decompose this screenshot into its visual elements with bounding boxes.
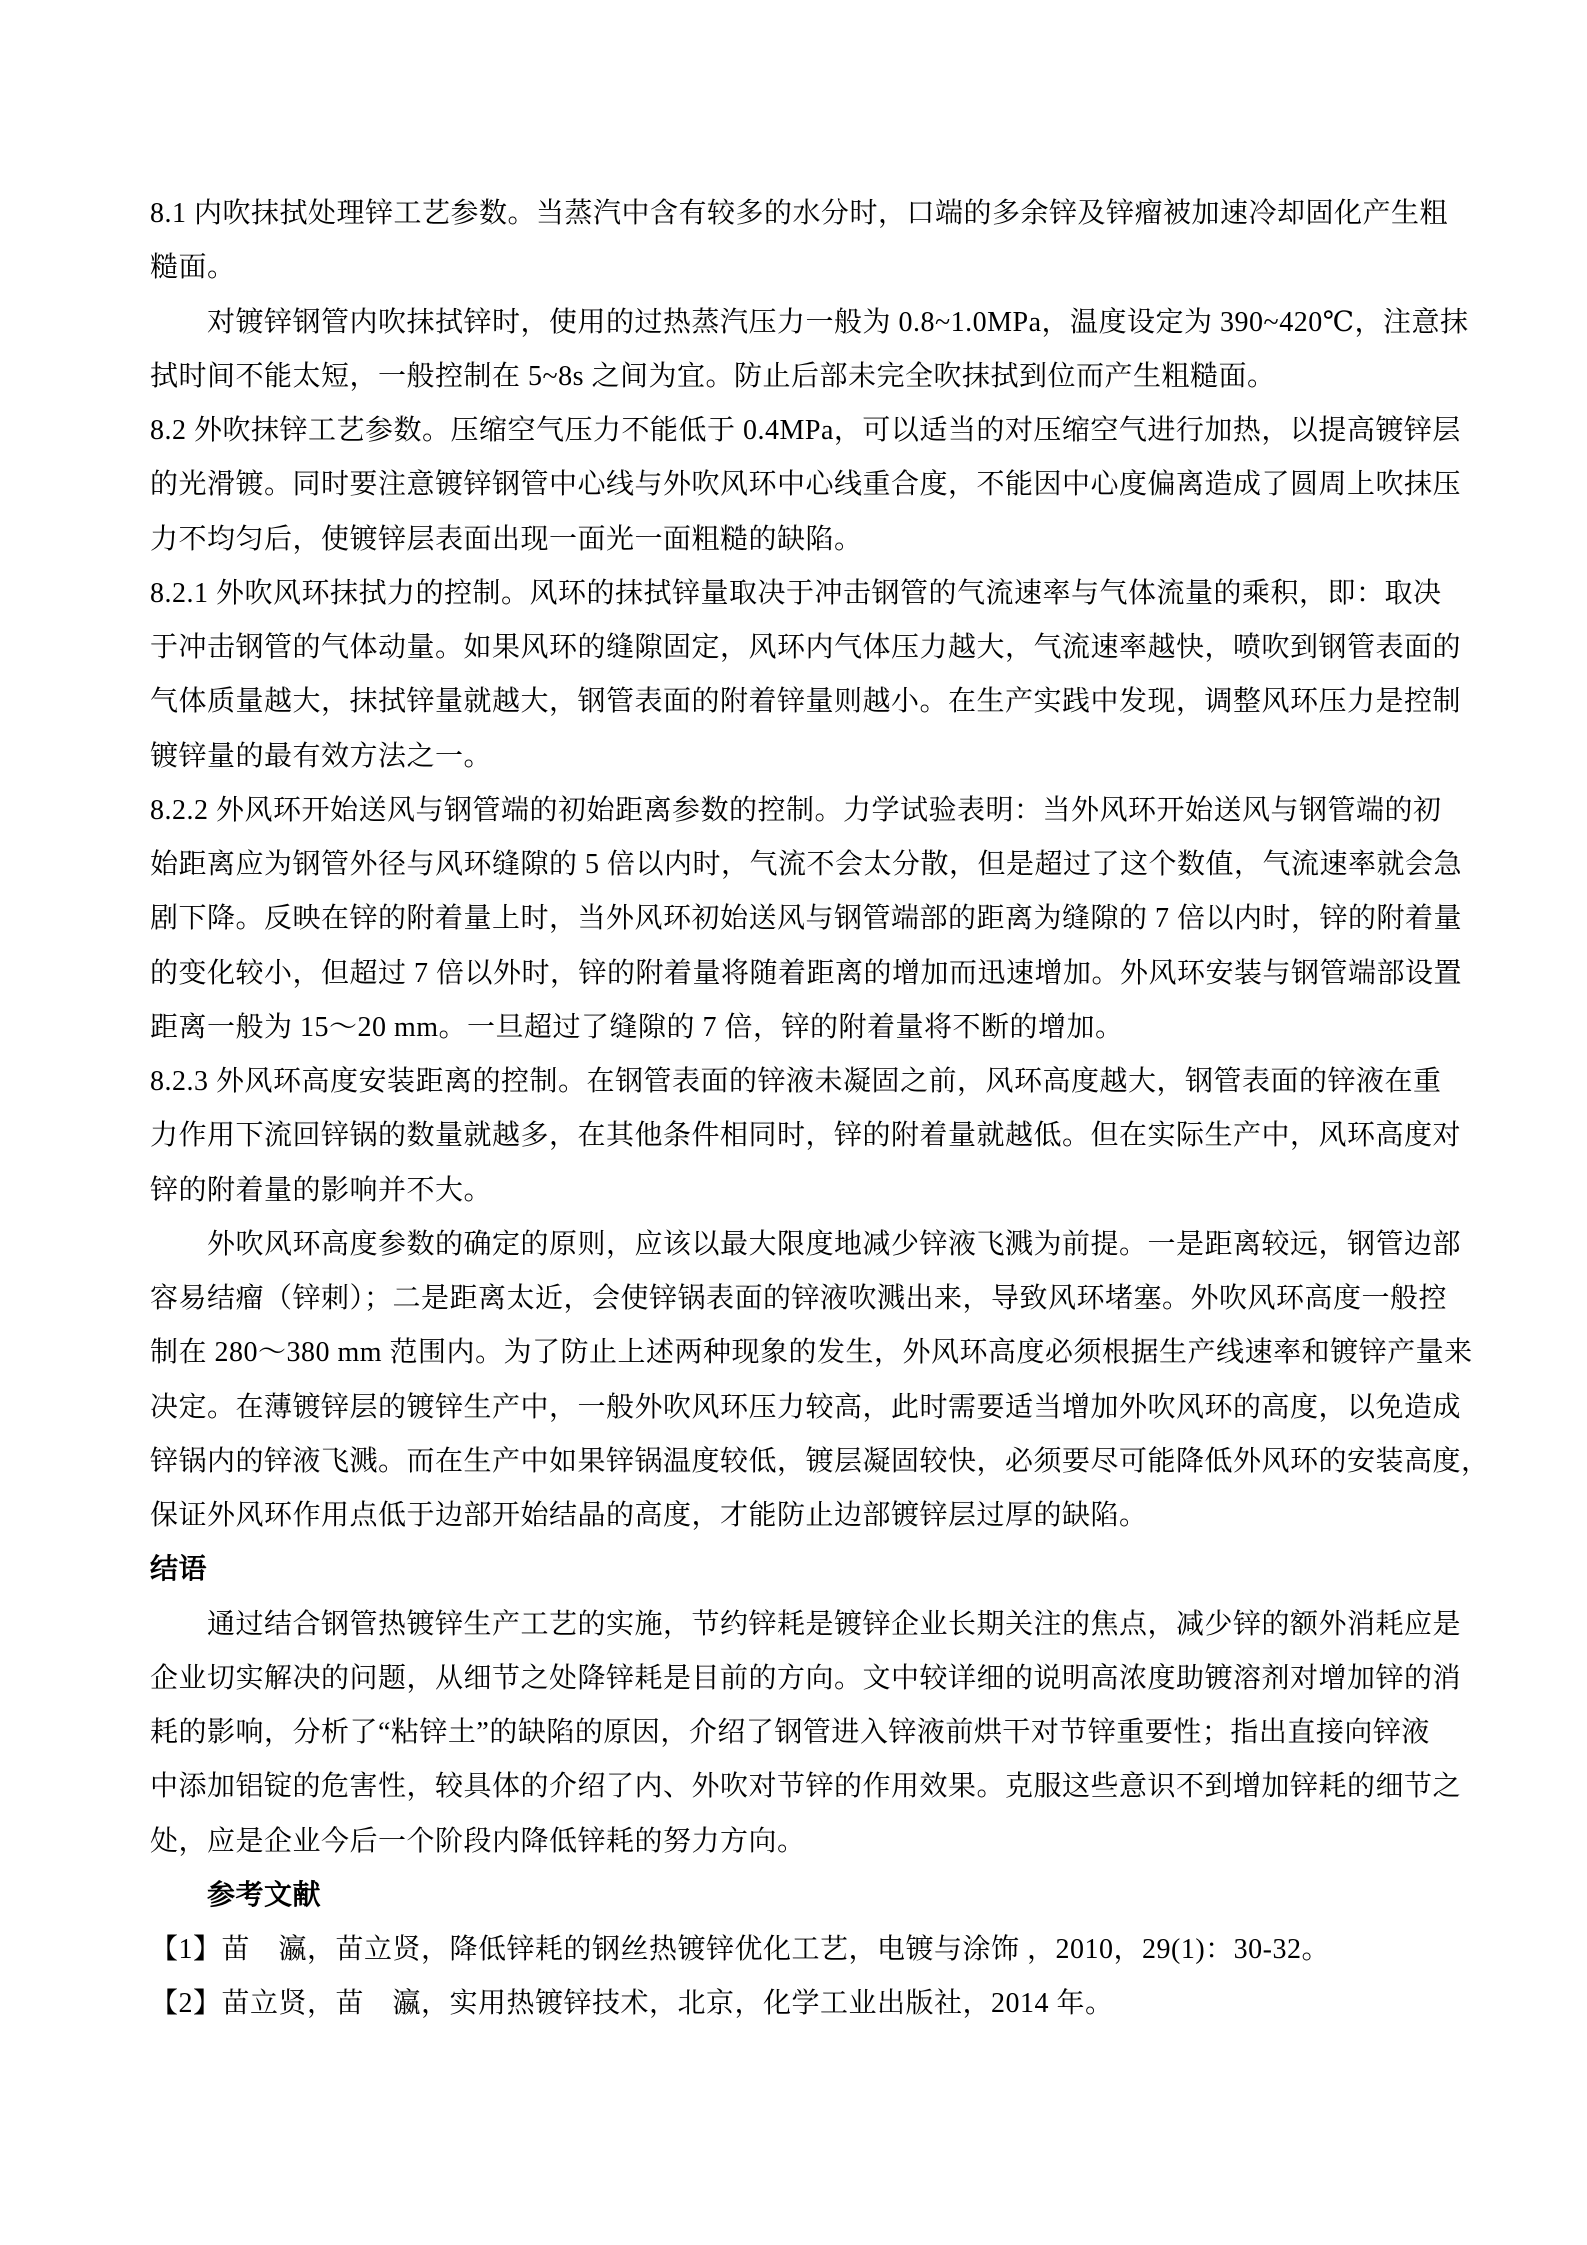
text-line: 对镀锌钢管内吹抹拭锌时，使用的过热蒸汽压力一般为 0.8~1.0MPa，温度设定为 390~420℃，注意抹 — [207, 306, 1469, 338]
text-line: 容易结瘤（锌刺）；二是距离太近，会使锌锅表面的锌液吹溅出来，导致风环堵塞。外吹风环高度一般控 — [150, 1283, 1448, 1314]
text-line: 拭时间不能太短，一般控制在 5~8s 之间为宜。防止后部未完全吹抹拭到位而产生粗糙面。 — [150, 360, 1276, 392]
text-line: 保证外风环作用点低于边部开始结晶的高度，才能防止边部镀锌层过厚的缺陷。 — [150, 1500, 1148, 1531]
text-line: 的光滑镀。同时要注意镀锌钢管中心线与外吹风环中心线重合度，不能因中心度偏离造成了圆周上吹抹压 — [150, 469, 1462, 501]
section-heading-8-2-1: 8.2.1 外吹风环抹拭力的控制。风环的抹拭锌量取决于冲击钢管的气流速率与气体流量的乘积，即：取决 — [150, 577, 1442, 609]
text-line: 距离一般为 15～20 mm。一旦超过了缝隙的 7 倍，锌的附着量将不断的增加。 — [150, 1011, 1124, 1043]
text-line: 剧下降。反映在锌的附着量上时，当外风环初始送风与钢管端部的距离为缝隙的 7 倍以内时，锌的附着量 — [150, 903, 1463, 935]
section-heading-conclusion: 结语 — [150, 1554, 208, 1586]
text-line: 决定。在薄镀锌层的镀锌生产中，一般外吹风环压力较高，此时需要适当增加外吹风环的高度，以免造成 — [150, 1391, 1462, 1423]
reference-item-2: 【2】苗立贤，苗 瀛，实用热镀锌技术，北京，化学工业出版社，2014 年。 — [150, 1988, 1114, 2020]
section-heading-references: 参考文献 — [207, 1879, 322, 1911]
text-line: 耗的影响，分析了“粘锌土”的缺陷的原因，介绍了钢管进入锌液前烘干对节锌重要性；指出直接向锌液 — [150, 1717, 1430, 1748]
section-heading-8-2: 8.2 外吹抹锌工艺参数。压缩空气压力不能低于 0.4MPa，可以适当的对压缩空气进行加热，以提高镀锌层 — [150, 415, 1461, 446]
text-line: 糙面。 — [150, 252, 236, 284]
text-line: 于冲击钢管的气体动量。如果风环的缝隙固定，风环内气体压力越大，气流速率越快，喷吹到钢管表面的 — [150, 632, 1462, 663]
text-line: 通过结合钢管热镀锌生产工艺的实施，节约锌耗是镀锌企业长期关注的焦点，减少锌的额外消耗应是 — [207, 1608, 1462, 1640]
text-line: 8.1 内吹抹拭处理锌工艺参数。当蒸汽中含有较多的水分时，口端的多余锌及锌瘤被加速冷却固化产生粗 — [150, 198, 1449, 229]
section-heading-8-2-3: 8.2.3 外风环高度安装距离的控制。在钢管表面的锌液未凝固之前，风环高度越大，钢管表面的锌液在重 — [150, 1066, 1442, 1097]
document-body — [150, 187, 1490, 2032]
reference-item-1: 【1】苗 瀛，苗立贤，降低锌耗的钢丝热镀锌优化工艺，电镀与涂饰 ，2010，29(1)：30-32。 — [150, 1934, 1330, 1965]
text-line: 力不均匀后，使镀锌层表面出现一面光一面粗糙的缺陷。 — [150, 523, 863, 555]
text-line: 制在 280～380 mm 范围内。为了防止上述两种现象的发生，外风环高度必须根据生产线速率和镀锌产量来 — [150, 1337, 1473, 1369]
text-line: 外吹风环高度参数的确定的原则，应该以最大限度地减少锌液飞溅为前提。一是距离较远，钢管边部 — [207, 1228, 1462, 1260]
text-line: 力作用下流回锌锅的数量就越多，在其他条件相同时，锌的附着量就越低。但在实际生产中，风环高度对 — [150, 1120, 1462, 1152]
text-line: 处，应是企业今后一个阶段内降低锌耗的努力方向。 — [150, 1825, 806, 1857]
section-heading-8-2-2: 8.2.2 外风环开始送风与钢管端的初始距离参数的控制。力学试验表明：当外风环开始送风与钢管端的初 — [150, 794, 1442, 826]
text-line: 锌的附着量的影响并不大。 — [150, 1174, 493, 1206]
text-line: 的变化较小，但超过 7 倍以外时，锌的附着量将随着距离的增加而迅速增加。外风环安装与钢管端部设置 — [150, 957, 1463, 989]
text-line: 锌锅内的锌液飞溅。而在生产中如果锌锅温度较低，镀层凝固较快，必须要尽可能降低外风环的安装高度， — [150, 1445, 1490, 1477]
text-line: 企业切实解决的问题，从细节之处降锌耗是目前的方向。文中较详细的说明高浓度助镀溶剂对增加锌的消 — [150, 1662, 1462, 1694]
text-line: 镀锌量的最有效方法之一。 — [150, 740, 493, 772]
text-line: 始距离应为钢管外径与风环缝隙的 5 倍以内时，气流不会太分散，但是超过了这个数值，气流速率就会急 — [150, 849, 1463, 880]
text-line: 中添加铝锭的危害性，较具体的介绍了内、外吹对节锌的作用效果。克服这些意识不到增加锌耗的细节之 — [150, 1771, 1462, 1803]
text-line: 气体质量越大，抹拭锌量就越大，钢管表面的附着锌量则越小。在生产实践中发现，调整风环压力是控制 — [150, 686, 1462, 718]
